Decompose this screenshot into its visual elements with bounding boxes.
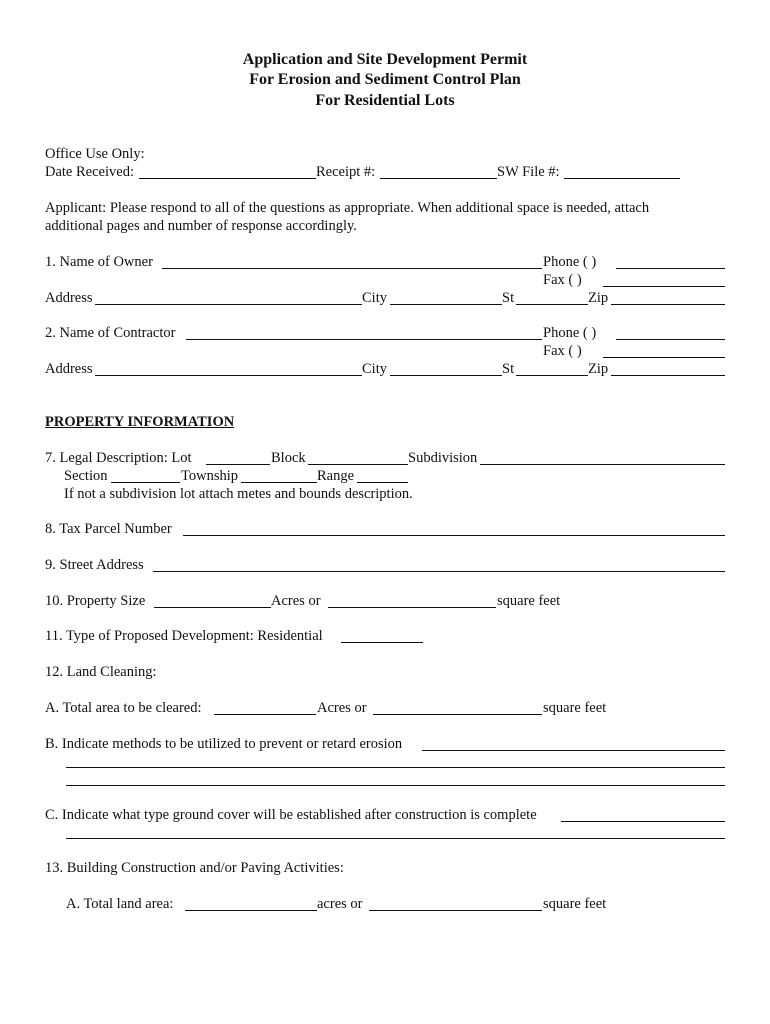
owner-name-field[interactable] [162,268,542,269]
subdivision-label: Subdivision [408,450,478,466]
total-cleared-sqft-field[interactable] [373,714,542,715]
title-line-2: For Erosion and Sediment Control Plan [249,71,521,88]
property-size-sqft-field[interactable] [328,607,496,608]
erosion-methods-field-3[interactable] [66,785,725,786]
owner-fax-field[interactable] [603,286,725,287]
sw-file-label: SW File #: [497,164,560,180]
sw-file-field[interactable] [564,178,680,179]
property-info-heading: PROPERTY INFORMATION [45,414,235,430]
owner-name-label: 1. Name of Owner [45,254,153,270]
block-field[interactable] [308,464,408,465]
contractor-phone-field[interactable] [616,339,725,340]
ground-cover-field-1[interactable] [561,821,725,822]
township-field[interactable] [241,482,317,483]
office-use-heading: Office Use Only: [45,146,145,162]
contractor-st-label: St [502,361,515,377]
building-construction-label: 13. Building Construction and/or Paving Activities: [45,860,344,876]
title-line-3: For Residential Lots [315,92,455,109]
owner-st-field[interactable] [516,304,588,305]
total-cleared-acres-or: Acres or [317,700,367,716]
total-cleared-label: A. Total area to be cleared: [45,700,202,716]
property-size-sqft-label: square feet [497,593,561,609]
total-land-acres-field[interactable] [185,910,317,911]
title-line-1: Application and Site Development Permit [242,51,528,68]
owner-address-label: Address [45,290,93,306]
total-land-sqft-field[interactable] [369,910,542,911]
erosion-methods-field-2[interactable] [66,767,725,768]
ground-cover-field-2[interactable] [66,838,725,839]
subdivision-field[interactable] [480,464,725,465]
contractor-city-label: City [362,361,387,377]
receipt-field[interactable] [380,178,497,179]
owner-city-field[interactable] [390,304,502,305]
erosion-methods-field-1[interactable] [422,750,725,751]
total-land-area-label: A. Total land area: [66,896,174,912]
lot-field[interactable] [206,464,270,465]
contractor-city-field[interactable] [390,375,502,376]
erosion-methods-label: B. Indicate methods to be utilized to prevent or retard erosion [45,736,403,752]
date-received-label: Date Received: [45,164,134,180]
range-field[interactable] [357,482,408,483]
street-address-field[interactable] [153,571,725,572]
contractor-phone-label: Phone ( ) [543,325,597,341]
block-label: Block [271,450,306,466]
contractor-zip-label: Zip [588,361,609,377]
date-received-field[interactable] [139,178,316,179]
ground-cover-label: C. Indicate what type ground cover will be established after construction is complete [45,807,537,823]
total-cleared-sqft-label: square feet [543,700,607,716]
receipt-label: Receipt #: [316,164,376,180]
owner-zip-field[interactable] [611,304,725,305]
tax-parcel-label: 8. Tax Parcel Number [45,521,172,537]
property-size-label: 10. Property Size [45,593,146,609]
owner-address-field[interactable] [95,304,362,305]
legal-description-label: 7. Legal Description: Lot [45,450,192,466]
contractor-name-label: 2. Name of Contractor [45,325,176,341]
owner-phone-label: Phone ( ) [543,254,597,270]
total-cleared-acres-field[interactable] [214,714,316,715]
property-size-acres-field[interactable] [154,607,271,608]
owner-st-label: St [502,290,515,306]
section-field[interactable] [111,482,180,483]
metes-bounds-note: If not a subdivision lot attach metes and bounds description. [64,486,413,502]
township-label: Township [181,468,238,484]
development-type-label: 11. Type of Proposed Development: Residential [45,628,323,644]
street-address-label: 9. Street Address [45,557,144,573]
owner-phone-field[interactable] [616,268,725,269]
contractor-st-field[interactable] [516,375,588,376]
instructions-line-2: additional pages and number of response accordingly. [45,218,357,234]
total-land-acres-or: acres or [317,896,363,912]
contractor-fax-field[interactable] [603,357,725,358]
contractor-name-field[interactable] [186,339,542,340]
property-size-acres-or: Acres or [271,593,321,609]
tax-parcel-field[interactable] [183,535,725,536]
range-label: Range [317,468,355,484]
total-land-sqft-label: square feet [543,896,607,912]
contractor-address-field[interactable] [95,375,362,376]
owner-fax-label: Fax ( ) [543,272,582,288]
instructions-line-1: Applicant: Please respond to all of the questions as appropriate. When additional space is needed, attach [45,200,650,216]
development-type-field[interactable] [341,642,423,643]
section-label: Section [64,468,108,484]
contractor-fax-label: Fax ( ) [543,343,582,359]
land-cleaning-label: 12. Land Cleaning: [45,664,157,680]
contractor-address-label: Address [45,361,93,377]
owner-zip-label: Zip [588,290,609,306]
contractor-zip-field[interactable] [611,375,725,376]
owner-city-label: City [362,290,387,306]
